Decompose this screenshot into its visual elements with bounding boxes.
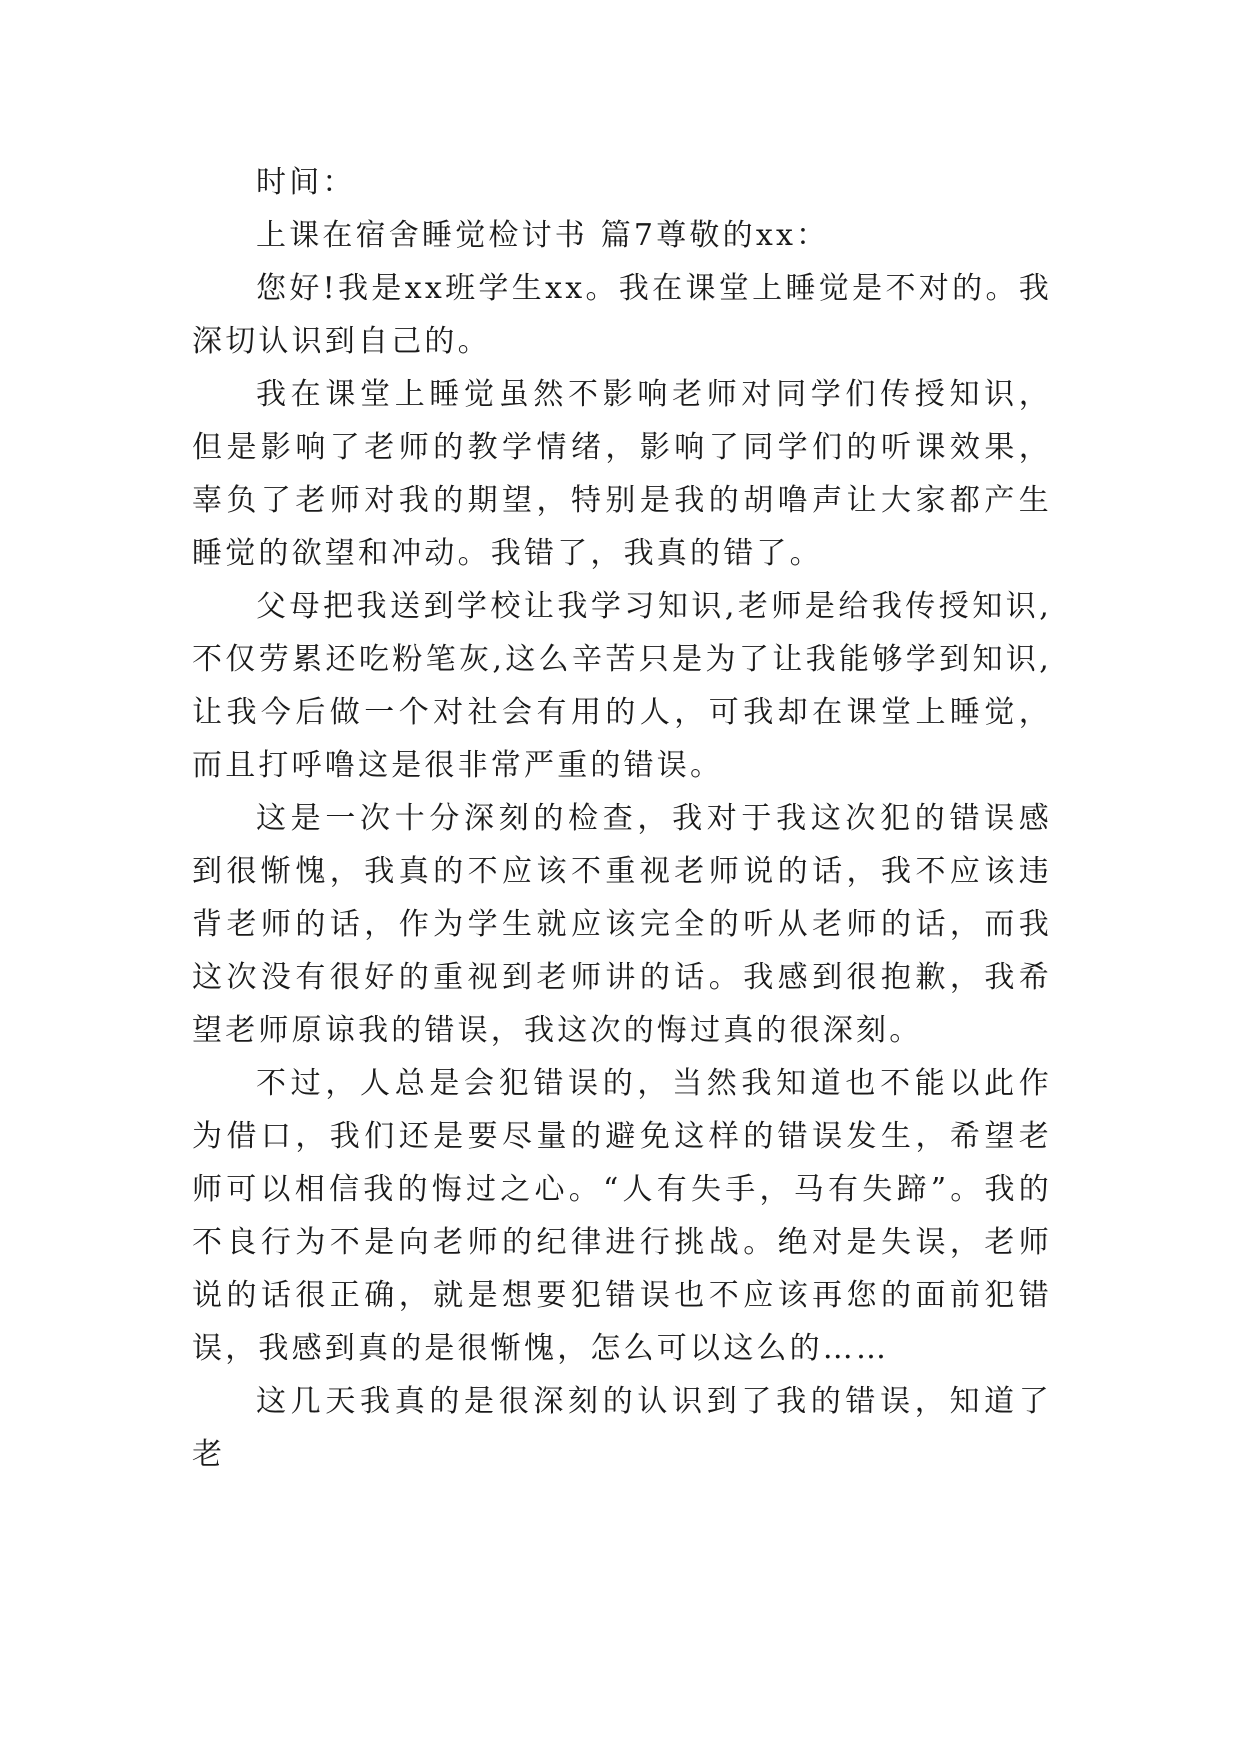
greeting-paragraph: 您好!我是xx班学生xx。我在课堂上睡觉是不对的。我深切认识到自己的。 [192, 271, 1052, 359]
title-salutation-line: 上课在宿舍睡觉检讨书 篇7尊敬的xx： [256, 218, 830, 253]
body-paragraph-5: 这几天我真的是很深刻的认识到了我的错误，知道了老 [192, 1384, 1052, 1472]
body-paragraph-1: 我在课堂上睡觉虽然不影响老师对同学们传授知识，但是影响了老师的教学情绪，影响了同学们的听课效果，辜负了老师对我的期望，特别是我的胡噜声让大家都产生睡觉的欲望和冲动。我错了，我真的错了。 [192, 377, 1052, 571]
document-body [192, 156, 1052, 1481]
time-line: 时间： [256, 165, 356, 200]
body-paragraph-2: 父母把我送到学校让我学习知识,老师是给我传授知识,不仅劳累还吃粉笔灰,这么辛苦只是为了让我能够学到知识,让我今后做一个对社会有用的人，可我却在课堂上睡觉，而且打呼噜这是很非常严重的错误。 [192, 589, 1052, 783]
body-paragraph-4: 不过，人总是会犯错误的，当然我知道也不能以此作为借口，我们还是要尽量的避免这样的错误发生，希望老师可以相信我的悔过之心。“人有失手，马有失蹄”。我的不良行为不是向老师的纪律进行挑战。绝对是失误，老师说的话很正确，就是想要犯错误也不应该再您的面前犯错误，我感到真的是很惭愧，怎么可以这么的…… [192, 1066, 1052, 1366]
body-paragraph-3: 这是一次十分深刻的检查，我对于我这次犯的错误感到很惭愧，我真的不应该不重视老师说的话，我不应该违背老师的话，作为学生就应该完全的听从老师的话，而我这次没有很好的重视到老师讲的话。我感到很抱歉，我希望老师原谅我的错误，我这次的悔过真的很深刻。 [192, 801, 1052, 1048]
